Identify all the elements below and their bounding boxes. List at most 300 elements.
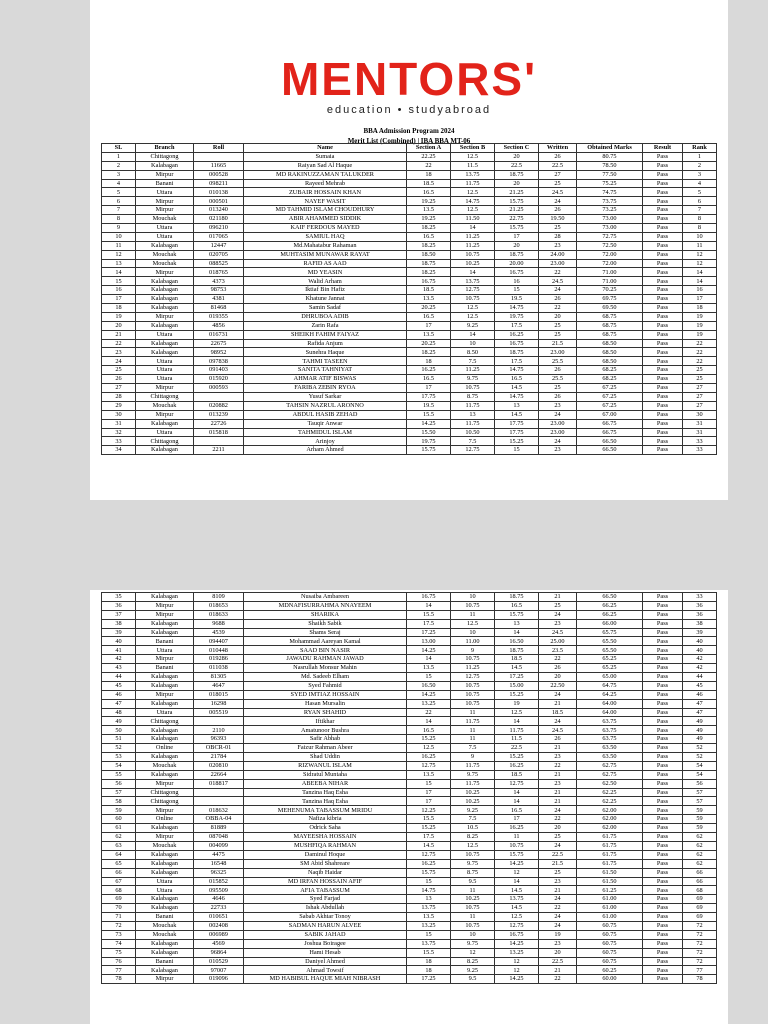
cell-written: 24 (539, 806, 577, 815)
cell-sl: 1 (102, 152, 136, 161)
cell-branch: Mirpur (136, 601, 194, 610)
cell-obtained-marks: 61.75 (577, 859, 643, 868)
cell-section-b: 11.50 (451, 215, 495, 224)
cell-branch: Kalabagan (136, 966, 194, 975)
cell-section-a: 13.75 (407, 939, 451, 948)
cell-section-a: 14.5 (407, 841, 451, 850)
cell-branch: Chittagong (136, 437, 194, 446)
cell-section-c: 15.00 (495, 681, 539, 690)
cell-rank: 14 (683, 277, 717, 286)
cell-section-a: 15.75 (407, 868, 451, 877)
cell-section-b: 12.5 (451, 312, 495, 321)
cell-obtained-marks: 62.25 (577, 797, 643, 806)
cell-obtained-marks: 65.00 (577, 673, 643, 682)
table-row (102, 717, 717, 726)
cell-branch: Mirpur (136, 975, 194, 984)
cell-rank: 8 (683, 215, 717, 224)
cell-roll: 000593 (194, 384, 244, 393)
table-row (102, 788, 717, 797)
cell-section-c: 12.75 (495, 779, 539, 788)
cell-obtained-marks: 61.25 (577, 886, 643, 895)
cell-obtained-marks: 72.00 (577, 259, 643, 268)
cell-branch: Kalabagan (136, 304, 194, 313)
cell-written: 24.5 (539, 726, 577, 735)
cell-obtained-marks: 61.00 (577, 913, 643, 922)
cell-written: 24 (539, 841, 577, 850)
cell-result: Pass (643, 913, 683, 922)
cell-section-b: 9.25 (451, 966, 495, 975)
cell-name: Tanzina Haq Esha (244, 788, 407, 797)
cell-section-a: 16.5 (407, 188, 451, 197)
cell-result: Pass (643, 637, 683, 646)
cell-sl: 13 (102, 259, 136, 268)
cell-rank: 57 (683, 788, 717, 797)
cell-branch: Kalabagan (136, 161, 194, 170)
cell-branch: Kalabagan (136, 726, 194, 735)
cell-section-a: 16.5 (407, 375, 451, 384)
cell-name: ZUBAIR HOSSAIN KHAN (244, 188, 407, 197)
cell-written: 25 (539, 321, 577, 330)
cell-rank: 27 (683, 392, 717, 401)
cell-obtained-marks: 74.75 (577, 188, 643, 197)
cell-section-a: 16.25 (407, 366, 451, 375)
cell-name: MUHTASIM MUNAWAR RAYAT (244, 250, 407, 259)
cell-roll: 096210 (194, 224, 244, 233)
cell-roll: 013239 (194, 410, 244, 419)
cell-section-b: 9.75 (451, 939, 495, 948)
cell-sl: 14 (102, 268, 136, 277)
cell-sl: 77 (102, 966, 136, 975)
cell-section-b: 12.75 (451, 286, 495, 295)
column-header-written: Written (539, 144, 577, 153)
cell-section-b: 10.25 (451, 259, 495, 268)
table-row (102, 366, 717, 375)
cell-result: Pass (643, 895, 683, 904)
cell-result: Pass (643, 957, 683, 966)
cell-branch: Kalabagan (136, 286, 194, 295)
cell-written: 25.5 (539, 375, 577, 384)
cell-branch: Kalabagan (136, 277, 194, 286)
cell-sl: 57 (102, 788, 136, 797)
cell-branch: Banani (136, 179, 194, 188)
cell-name: TAHMIDUL ISLAM (244, 428, 407, 437)
cell-name: Hami Hesab (244, 948, 407, 957)
cell-written: 21 (539, 744, 577, 753)
cell-section-c: 15.25 (495, 690, 539, 699)
cell-result: Pass (643, 179, 683, 188)
cell-rank: 8 (683, 224, 717, 233)
cell-section-b: 11.25 (451, 366, 495, 375)
table-row (102, 806, 717, 815)
cell-sl: 26 (102, 375, 136, 384)
cell-branch: Mirpur (136, 410, 194, 419)
cell-roll: 087048 (194, 833, 244, 842)
cell-branch: Mirpur (136, 268, 194, 277)
cell-section-b: 10.5 (451, 824, 495, 833)
cell-branch: Uttara (136, 646, 194, 655)
cell-branch: Kalabagan (136, 859, 194, 868)
cell-obtained-marks: 62.25 (577, 788, 643, 797)
cell-branch: Kalabagan (136, 868, 194, 877)
cell-section-a: 13.25 (407, 921, 451, 930)
cell-section-b: 10.25 (451, 788, 495, 797)
cell-branch: Kalabagan (136, 339, 194, 348)
cell-result: Pass (643, 215, 683, 224)
cell-rank: 66 (683, 877, 717, 886)
cell-branch: Kalabagan (136, 699, 194, 708)
cell-result: Pass (643, 628, 683, 637)
table-row (102, 948, 717, 957)
cell-section-b: 10.50 (451, 428, 495, 437)
cell-written: 24 (539, 895, 577, 904)
cell-result: Pass (643, 886, 683, 895)
cell-result: Pass (643, 681, 683, 690)
cell-section-c: 14.75 (495, 392, 539, 401)
cell-name: ABEEBA NIHAR (244, 779, 407, 788)
cell-result: Pass (643, 761, 683, 770)
cell-sl: 51 (102, 735, 136, 744)
cell-name: Shad Uddin (244, 753, 407, 762)
cell-section-b: 12.75 (451, 673, 495, 682)
cell-name: AFIA TABASSUM (244, 886, 407, 895)
cell-section-a: 18.5 (407, 286, 451, 295)
cell-branch: Kalabagan (136, 619, 194, 628)
cell-branch: Uttara (136, 428, 194, 437)
cell-section-a: 22.25 (407, 152, 451, 161)
cell-branch: Chittagong (136, 788, 194, 797)
cell-roll: 006989 (194, 930, 244, 939)
cell-branch: Kalabagan (136, 939, 194, 948)
cell-branch: Kalabagan (136, 321, 194, 330)
cell-result: Pass (643, 321, 683, 330)
cell-obtained-marks: 65.75 (577, 628, 643, 637)
cell-section-b: 12 (451, 948, 495, 957)
cell-roll: 22733 (194, 904, 244, 913)
table-row (102, 708, 717, 717)
cell-obtained-marks: 73.25 (577, 206, 643, 215)
cell-result: Pass (643, 673, 683, 682)
cell-roll: 098211 (194, 179, 244, 188)
cell-sl: 43 (102, 664, 136, 673)
cell-section-b: 10.25 (451, 797, 495, 806)
cell-section-c: 17 (495, 815, 539, 824)
cell-result: Pass (643, 197, 683, 206)
cell-written: 22 (539, 815, 577, 824)
cell-sl: 63 (102, 841, 136, 850)
cell-written: 22 (539, 655, 577, 664)
cell-section-b: 8.75 (451, 392, 495, 401)
cell-result: Pass (643, 446, 683, 455)
column-header-branch: Branch (136, 144, 194, 153)
cell-branch: Mirpur (136, 206, 194, 215)
cell-section-b: 12.75 (451, 446, 495, 455)
cell-rank: 56 (683, 779, 717, 788)
cell-obtained-marks: 60.25 (577, 966, 643, 975)
cell-name: JAWADU RAHMAN JAWAD (244, 655, 407, 664)
cell-rank: 47 (683, 699, 717, 708)
cell-section-b: 10.75 (451, 690, 495, 699)
cell-sl: 62 (102, 833, 136, 842)
cell-written: 25 (539, 179, 577, 188)
cell-roll: 12447 (194, 241, 244, 250)
cell-section-a: 17.5 (407, 833, 451, 842)
cell-name: MDNAFISURRAHMA NNAYEEM (244, 601, 407, 610)
cell-section-a: 15 (407, 779, 451, 788)
cell-name: FARIBA ZEBIN RYOA (244, 384, 407, 393)
cell-section-a: 18 (407, 966, 451, 975)
cell-name: Raiyan Sad Al Haque (244, 161, 407, 170)
cell-rank: 38 (683, 619, 717, 628)
cell-section-b: 11.25 (451, 232, 495, 241)
cell-section-a: 15 (407, 930, 451, 939)
cell-roll (194, 717, 244, 726)
cell-obtained-marks: 68.75 (577, 330, 643, 339)
cell-result: Pass (643, 250, 683, 259)
cell-section-c: 18.5 (495, 655, 539, 664)
cell-written: 24 (539, 913, 577, 922)
cell-written: 25.5 (539, 357, 577, 366)
cell-sl: 61 (102, 824, 136, 833)
cell-name: MD RAKINUZZAMAN TALUKDER (244, 170, 407, 179)
cell-name: Nafiza kibria (244, 815, 407, 824)
cell-section-c: 15.75 (495, 224, 539, 233)
logo-wordmark: MENTORS' (280, 53, 538, 105)
cell-branch: Mirpur (136, 197, 194, 206)
cell-branch: Uttara (136, 232, 194, 241)
cell-written: 21.5 (539, 339, 577, 348)
cell-rank: 72 (683, 957, 717, 966)
cell-section-b: 11 (451, 913, 495, 922)
cell-sl: 54 (102, 761, 136, 770)
cell-roll: 010529 (194, 957, 244, 966)
logo-tagline: education • studyabroad (326, 104, 492, 116)
cell-obtained-marks: 64.25 (577, 690, 643, 699)
cell-result: Pass (643, 753, 683, 762)
cell-section-a: 16.75 (407, 277, 451, 286)
cell-section-c: 14.75 (495, 304, 539, 313)
cell-result: Pass (643, 241, 683, 250)
cell-section-c: 17.75 (495, 419, 539, 428)
cell-rank: 49 (683, 735, 717, 744)
cell-section-c: 11 (495, 833, 539, 842)
cell-section-c: 13.75 (495, 895, 539, 904)
cell-roll: 015852 (194, 877, 244, 886)
cell-name: Amatunoor Bushra (244, 726, 407, 735)
cell-obtained-marks: 68.50 (577, 357, 643, 366)
table-row (102, 690, 717, 699)
cell-rank: 54 (683, 761, 717, 770)
cell-section-c: 16.75 (495, 339, 539, 348)
cell-section-b: 10 (451, 930, 495, 939)
cell-rank: 22 (683, 348, 717, 357)
cell-obtained-marks: 71.00 (577, 277, 643, 286)
cell-section-a: 14.25 (407, 646, 451, 655)
cell-section-b: 11 (451, 708, 495, 717)
cell-obtained-marks: 72.00 (577, 250, 643, 259)
cell-obtained-marks: 65.25 (577, 664, 643, 673)
cell-section-b: 8.25 (451, 833, 495, 842)
cell-roll: 2110 (194, 726, 244, 735)
cell-section-b: 11.75 (451, 419, 495, 428)
cell-name: Ahmad Towsif (244, 966, 407, 975)
cell-section-a: 13.5 (407, 206, 451, 215)
cell-section-c: 16.25 (495, 330, 539, 339)
cell-section-c: 16.75 (495, 930, 539, 939)
cell-rank: 42 (683, 655, 717, 664)
table-row (102, 859, 717, 868)
cell-rank: 45 (683, 681, 717, 690)
cell-roll: 019286 (194, 655, 244, 664)
mentors-logo (90, 53, 728, 116)
cell-result: Pass (643, 277, 683, 286)
cell-sl: 9 (102, 224, 136, 233)
cell-roll: 021180 (194, 215, 244, 224)
cell-rank: 11 (683, 241, 717, 250)
cell-written: 21 (539, 966, 577, 975)
cell-result: Pass (643, 428, 683, 437)
cell-sl: 2 (102, 161, 136, 170)
cell-section-b: 14 (451, 268, 495, 277)
cell-section-a: 15.5 (407, 948, 451, 957)
cell-obtained-marks: 64.00 (577, 708, 643, 717)
cell-obtained-marks: 78.50 (577, 161, 643, 170)
cell-section-a: 14.25 (407, 419, 451, 428)
cell-section-c: 20.00 (495, 259, 539, 268)
cell-written: 22 (539, 304, 577, 313)
table-row (102, 833, 717, 842)
table-row (102, 215, 717, 224)
cell-name: DHRUBOA ADIB (244, 312, 407, 321)
cell-sl: 5 (102, 188, 136, 197)
cell-branch: Mirpur (136, 312, 194, 321)
cell-section-a: 19.25 (407, 215, 451, 224)
cell-section-c: 22.5 (495, 744, 539, 753)
cell-sl: 45 (102, 681, 136, 690)
cell-result: Pass (643, 815, 683, 824)
cell-roll: 005519 (194, 708, 244, 717)
cell-section-b: 12.5 (451, 152, 495, 161)
cell-section-b: 10.75 (451, 601, 495, 610)
cell-section-c: 19 (495, 699, 539, 708)
cell-written: 22 (539, 904, 577, 913)
cell-sl: 55 (102, 770, 136, 779)
cell-written: 20 (539, 673, 577, 682)
cell-result: Pass (643, 859, 683, 868)
cell-rank: 40 (683, 646, 717, 655)
table-row (102, 339, 717, 348)
cell-written: 22.5 (539, 957, 577, 966)
cell-section-a: 16.25 (407, 753, 451, 762)
cell-written: 22 (539, 268, 577, 277)
cell-roll (194, 437, 244, 446)
table-row (102, 841, 717, 850)
cell-section-c: 14.5 (495, 384, 539, 393)
cell-written: 24 (539, 690, 577, 699)
cell-obtained-marks: 66.25 (577, 601, 643, 610)
cell-roll: 010138 (194, 188, 244, 197)
cell-sl: 6 (102, 197, 136, 206)
cell-sl: 11 (102, 241, 136, 250)
cell-branch: Banani (136, 957, 194, 966)
cell-sl: 73 (102, 930, 136, 939)
cell-section-a: 18.50 (407, 250, 451, 259)
cell-section-c: 19.75 (495, 312, 539, 321)
cell-rank: 72 (683, 930, 717, 939)
cell-obtained-marks: 62.00 (577, 815, 643, 824)
cell-branch: Chittagong (136, 392, 194, 401)
cell-roll: 088525 (194, 259, 244, 268)
cell-section-b: 9.75 (451, 375, 495, 384)
cell-written: 24 (539, 717, 577, 726)
cell-written: 26 (539, 664, 577, 673)
table-row (102, 681, 717, 690)
cell-result: Pass (643, 841, 683, 850)
cell-written: 23 (539, 241, 577, 250)
cell-section-b: 10.75 (451, 384, 495, 393)
cell-obtained-marks: 61.00 (577, 895, 643, 904)
cell-name: MEHENUMA TABASSUM MRIDU (244, 806, 407, 815)
cell-section-a: 17.25 (407, 975, 451, 984)
cell-section-c: 12 (495, 868, 539, 877)
cell-name: MD YEASIN (244, 268, 407, 277)
cell-rank: 72 (683, 939, 717, 948)
cell-branch: Kalabagan (136, 904, 194, 913)
cell-written: 22.50 (539, 681, 577, 690)
cell-result: Pass (643, 375, 683, 384)
cell-name: Tauqir Anwar (244, 419, 407, 428)
table-row (102, 975, 717, 984)
cell-result: Pass (643, 312, 683, 321)
cell-branch: Banani (136, 664, 194, 673)
cell-section-c: 14.25 (495, 939, 539, 948)
cell-section-c: 14 (495, 717, 539, 726)
cell-section-c: 16.50 (495, 637, 539, 646)
cell-rank: 3 (683, 170, 717, 179)
cell-result: Pass (643, 268, 683, 277)
cell-obtained-marks: 68.75 (577, 312, 643, 321)
cell-branch: Mouchak (136, 761, 194, 770)
cell-result: Pass (643, 188, 683, 197)
cell-rank: 54 (683, 770, 717, 779)
cell-branch: Uttara (136, 375, 194, 384)
cell-section-b: 9.25 (451, 806, 495, 815)
cell-name: KAIF FERDOUS MAYED (244, 224, 407, 233)
cell-written: 21 (539, 699, 577, 708)
cell-roll (194, 392, 244, 401)
cell-section-b: 13 (451, 410, 495, 419)
cell-section-c: 20 (495, 179, 539, 188)
cell-sl: 53 (102, 753, 136, 762)
cell-roll: 018765 (194, 268, 244, 277)
cell-section-a: 12.25 (407, 806, 451, 815)
cell-name: MUSHFIQA RAHMAN (244, 841, 407, 850)
cell-written: 25 (539, 224, 577, 233)
cell-name: Joshua Boiragee (244, 939, 407, 948)
cell-result: Pass (643, 975, 683, 984)
cell-written: 24 (539, 921, 577, 930)
cell-roll: 4475 (194, 850, 244, 859)
table-row (102, 179, 717, 188)
table-row (102, 232, 717, 241)
cell-section-c: 10.75 (495, 841, 539, 850)
cell-branch: Chittagong (136, 152, 194, 161)
cell-section-a: 13 (407, 895, 451, 904)
cell-sl: 49 (102, 717, 136, 726)
cell-sl: 21 (102, 330, 136, 339)
cell-sl: 60 (102, 815, 136, 824)
cell-section-b: 12.5 (451, 619, 495, 628)
table-row (102, 610, 717, 619)
